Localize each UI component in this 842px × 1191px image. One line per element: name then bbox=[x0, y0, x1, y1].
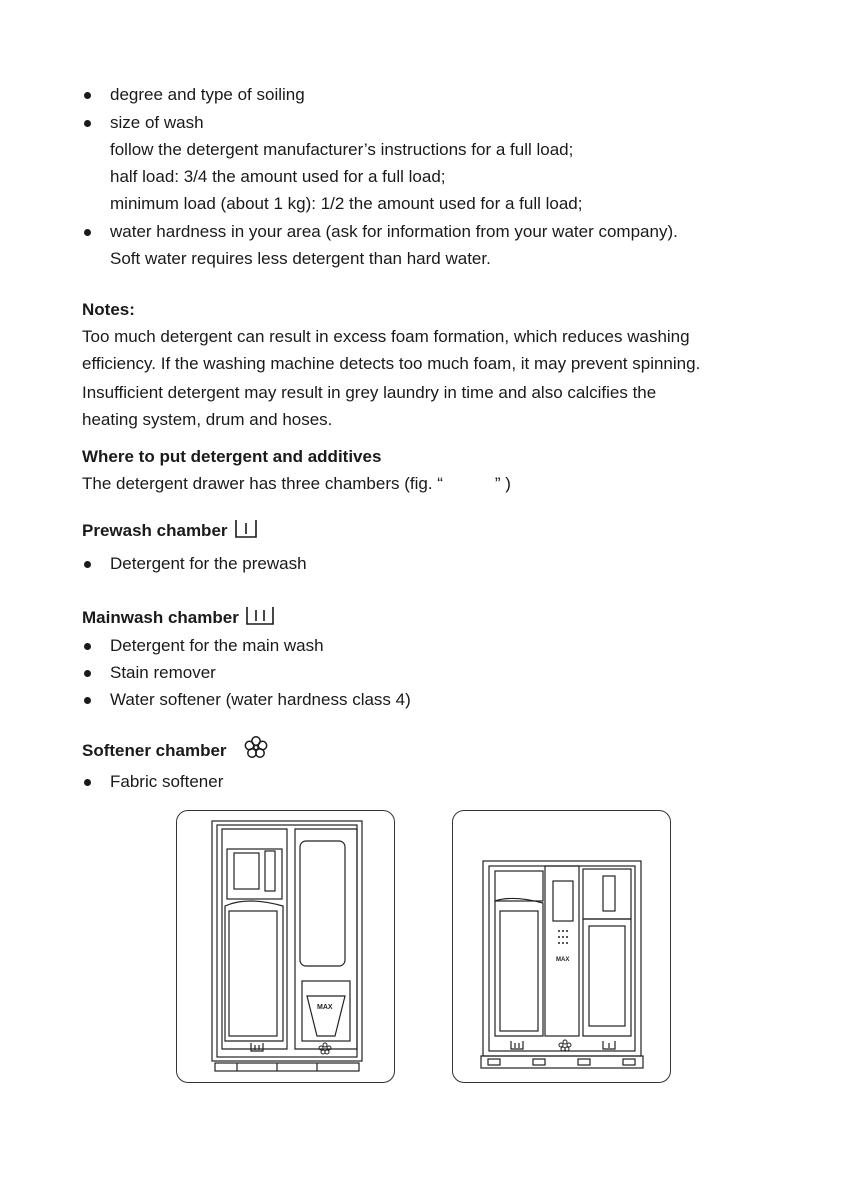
prewash-title-text: Prewash chamber bbox=[82, 521, 228, 540]
size-note: follow the detergent manufacturer’s instructions for a full load; bbox=[110, 140, 574, 159]
mainwash-mark-icon bbox=[511, 1041, 523, 1049]
prewash-title bbox=[82, 519, 258, 541]
list-item: water hardness in your area (ask for information from your water company). bbox=[110, 222, 678, 241]
list-item: Water softener (water hardness class 4) bbox=[110, 690, 411, 709]
drawer-figure-left bbox=[176, 810, 395, 1083]
bullet-dot bbox=[84, 697, 91, 704]
mainwash-title-text: Mainwash chamber bbox=[82, 608, 239, 627]
softener-title-text: Softener chamber bbox=[82, 741, 227, 760]
mainwash-title bbox=[82, 606, 275, 628]
list-item: size of wash bbox=[110, 113, 204, 132]
notes-title: Notes: bbox=[82, 300, 135, 319]
list-item: Detergent for the prewash bbox=[110, 554, 307, 573]
size-note: minimum load (about 1 kg): 1/2 the amount used for a full load; bbox=[110, 194, 583, 213]
max-label: MAX bbox=[317, 1004, 333, 1011]
bullet-dot bbox=[84, 120, 91, 127]
mainwash-mark-icon bbox=[251, 1043, 263, 1051]
bullet-dot bbox=[84, 670, 91, 677]
section-text: The detergent drawer has three chambers (fig. “ ” ) bbox=[82, 474, 511, 493]
notes-line: heating system, drum and hoses. bbox=[82, 410, 333, 429]
notes-line: Too much detergent can result in excess foam formation, which reduces washing bbox=[82, 327, 690, 346]
list-item: Stain remover bbox=[110, 663, 216, 682]
section-title: Where to put detergent and additives bbox=[82, 447, 382, 466]
bullet-dot bbox=[84, 779, 91, 786]
prewash-mark-icon bbox=[603, 1041, 615, 1049]
notes-line: Insufficient detergent may result in grey laundry in time and also calcifies the bbox=[82, 383, 657, 402]
size-note: half load: 3/4 the amount used for a full load; bbox=[110, 167, 446, 186]
prewash-icon bbox=[234, 519, 258, 539]
notes-line: efficiency. If the washing machine detects too much foam, it may prevent spinning. bbox=[82, 354, 701, 373]
bullet-dot bbox=[84, 643, 91, 650]
bullet-dot bbox=[84, 229, 91, 236]
list-item: Detergent for the main wash bbox=[110, 636, 324, 655]
mainwash-icon bbox=[245, 606, 275, 626]
drawer-figure-right bbox=[452, 810, 671, 1083]
flower-icon bbox=[241, 735, 271, 759]
softener-title bbox=[82, 735, 271, 761]
list-item: Fabric softener bbox=[110, 772, 224, 791]
bullet-dot bbox=[84, 561, 91, 568]
softener-mark-icon bbox=[559, 1040, 571, 1051]
max-label: MAX bbox=[556, 957, 570, 963]
list-item: degree and type of soiling bbox=[110, 85, 305, 104]
drawer-illustration bbox=[453, 811, 670, 1082]
list-item-continuation: Soft water requires less detergent than hard water. bbox=[110, 249, 491, 268]
bullet-dot bbox=[84, 92, 91, 99]
drawer-illustration bbox=[177, 811, 394, 1082]
